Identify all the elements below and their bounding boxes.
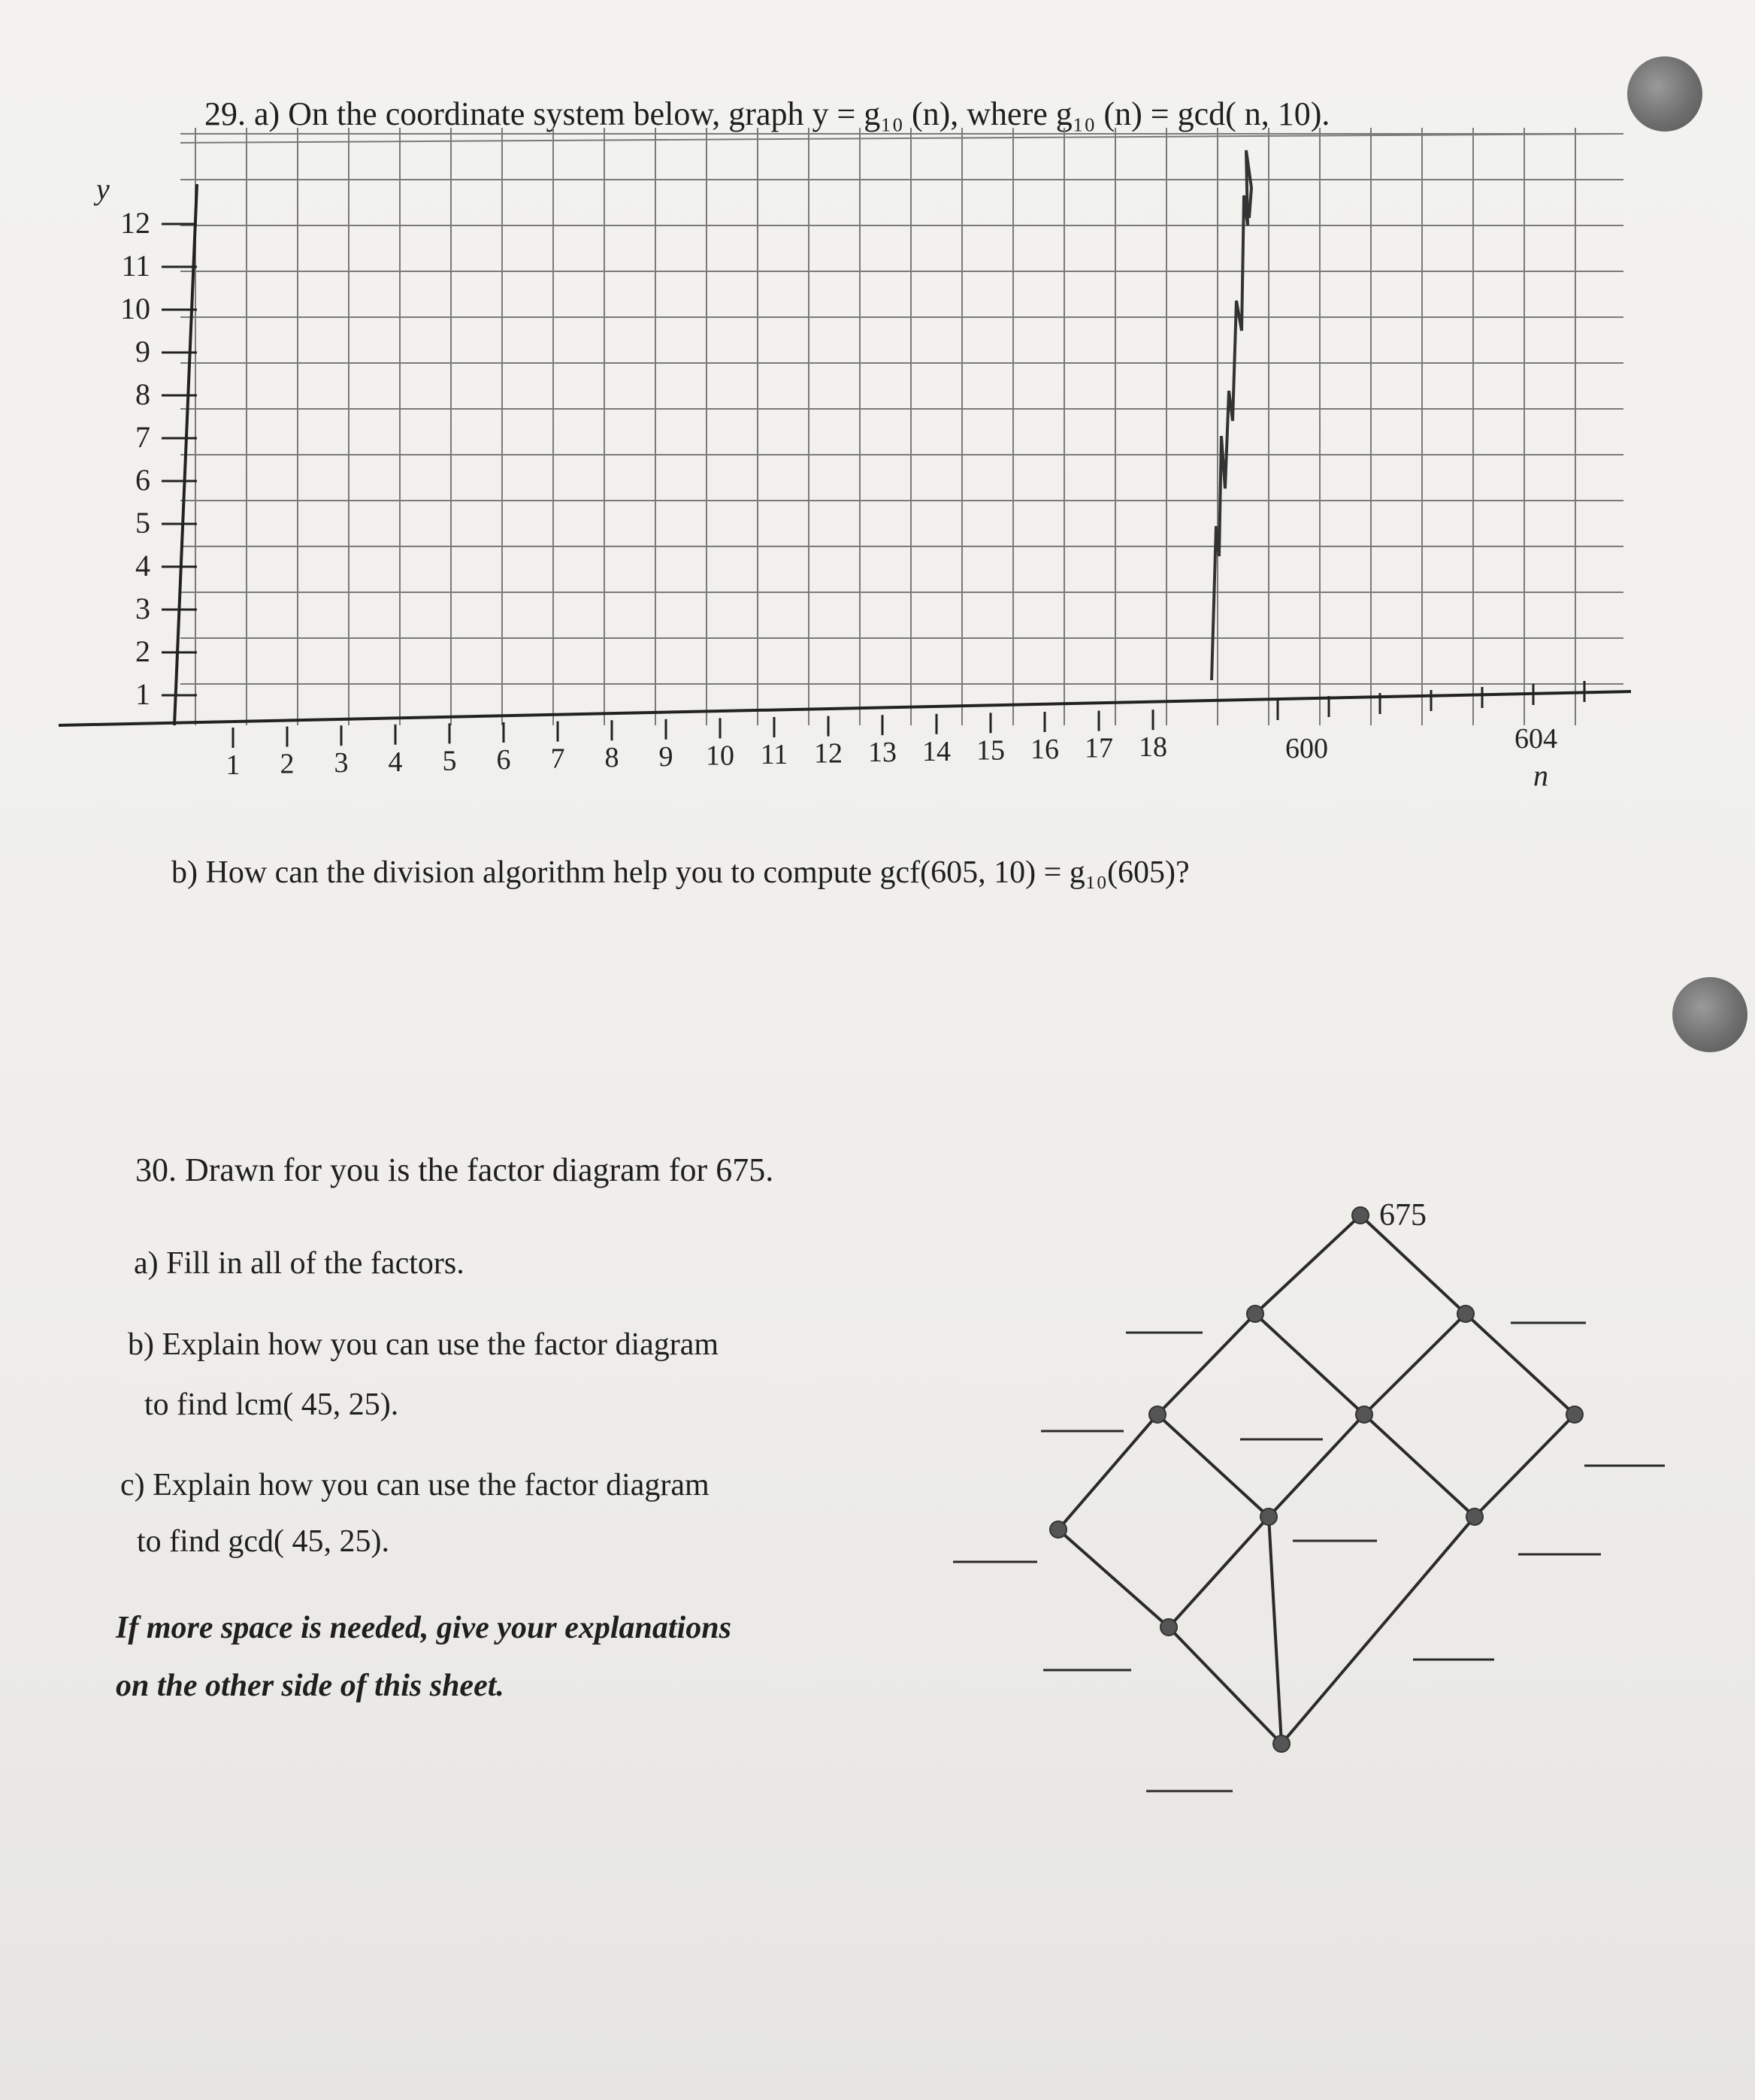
y-tick-label: 10 [120, 292, 150, 325]
punch-hole-middle [1672, 977, 1747, 1052]
q30-note-line2: on the other side of this sheet. [116, 1669, 504, 1703]
y-tick-label: 3 [135, 592, 150, 625]
q30-note-line1: If more space is needed, give your explanations [116, 1611, 731, 1645]
x-axis-label: n [1533, 758, 1548, 792]
q30-part-b-line2: to find lcm( 45, 25). [144, 1387, 399, 1422]
y-tick-label: 6 [135, 463, 150, 497]
y-axis-label: y [96, 172, 110, 206]
y-tick-label: 7 [135, 420, 150, 454]
x-tick-label: 15 [976, 734, 1005, 767]
y-tick-label: 8 [135, 377, 150, 411]
x-tick-label-600: 600 [1285, 733, 1328, 764]
x-tick-label: 6 [496, 744, 511, 776]
x-axis-line [59, 691, 1631, 725]
q30-header: 30. Drawn for you is the factor diagram for 675. [135, 1151, 774, 1188]
q29-part-b: b) How can the division algorithm help you to compute gcf(605, 10) = g₁₀(605)? [171, 855, 1190, 890]
x-tick-label: 3 [334, 747, 349, 779]
x-tick-label: 8 [604, 742, 619, 774]
x-tick-label: 18 [1139, 731, 1167, 764]
y-tick-label: 9 [135, 334, 150, 368]
x-tick-label: 1 [225, 749, 241, 781]
x-tick-label: 2 [280, 748, 295, 780]
x-tick-label: 14 [922, 735, 951, 767]
factor-diagram [902, 1173, 1729, 1826]
q29-header: 29. a) On the coordinate system below, graph y = g₁₀ (n), where g₁₀ (n) = gcd( n, 10). [204, 95, 1330, 132]
y-tick-label: 1 [135, 677, 150, 711]
x-tick-label: 5 [442, 745, 457, 777]
grid-line-horizontal [180, 134, 1623, 143]
q30-part-b-line1: b) Explain how you can use the factor diagram [128, 1327, 719, 1362]
x-tick-label-604: 604 [1514, 723, 1557, 755]
y-tick-label: 4 [135, 549, 150, 582]
q30-part-a: a) Fill in all of the factors. [134, 1246, 464, 1281]
q30-part-c-line2: to find gcd( 45, 25). [137, 1524, 389, 1559]
y-tick-label: 11 [121, 249, 150, 283]
factor-top-label: 675 [1379, 1198, 1427, 1233]
x-tick-label: 11 [760, 739, 788, 770]
x-tick-label: 10 [706, 740, 734, 772]
x-tick-label: 9 [658, 740, 673, 773]
y-tick-label: 12 [120, 206, 150, 240]
x-tick-label: 4 [388, 746, 403, 778]
y-tick-label: 5 [135, 506, 150, 540]
x-tick-label: 7 [550, 743, 565, 775]
y-tick-label: 2 [135, 634, 150, 668]
x-tick-label: 12 [814, 737, 843, 770]
x-tick-label: 16 [1030, 734, 1059, 765]
x-tick-label: 13 [868, 737, 897, 769]
q30-part-c-line1: c) Explain how you can use the factor diagram [120, 1468, 710, 1502]
x-tick-label: 17 [1085, 732, 1113, 764]
coordinate-grid [0, 0, 1755, 827]
